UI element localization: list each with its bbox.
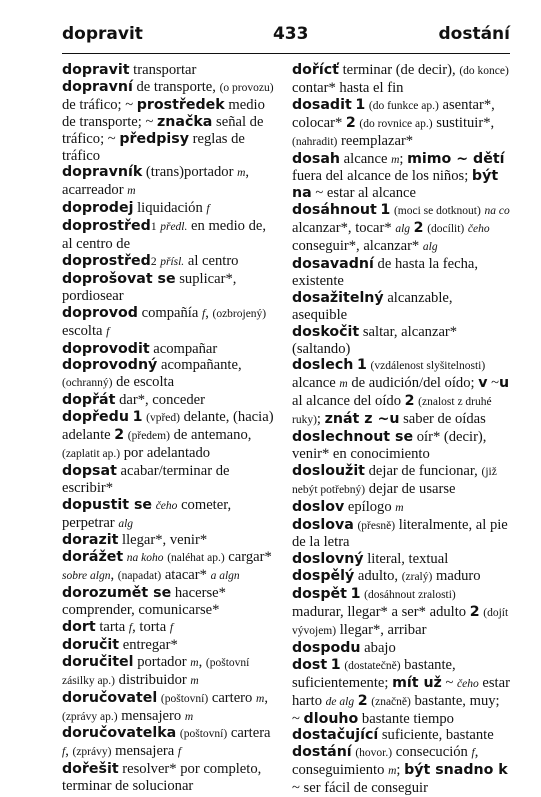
- entry-text: cartera: [227, 725, 271, 742]
- entry-text: transportar: [129, 62, 197, 78]
- dictionary-entry: [292, 517, 511, 552]
- dictionary-entry: [292, 463, 511, 499]
- dictionary-entry: [292, 744, 511, 797]
- entry-bold-phrase: značka: [157, 113, 213, 130]
- entry-text: , conseguimiento: [292, 744, 479, 779]
- entry-text: llegar*, arribar: [336, 622, 427, 638]
- entry-bold-phrase: prostředek: [136, 96, 225, 113]
- header-rule: [62, 53, 510, 54]
- entry-text: al alcance del oído: [292, 393, 405, 410]
- dictionary-entry: [62, 200, 277, 218]
- entry-gloss: (již nebýt potřebný): [292, 465, 497, 496]
- entry-text: delante, (hacia) adelante: [62, 409, 274, 444]
- entry-gloss: (ochranný): [62, 377, 113, 390]
- entry-text: de antemano,: [169, 427, 252, 444]
- entry-headword: doručit: [62, 636, 120, 653]
- entry-gloss: (moci se dotknout): [393, 205, 481, 218]
- entry-text: cometer, perpetrar: [62, 496, 232, 531]
- entry-headword: doručitel: [62, 653, 134, 670]
- entry-text: contar* hasta el fin: [292, 79, 404, 96]
- entry-bold-phrase: 2: [357, 692, 368, 709]
- entry-headword: dospět: [292, 586, 347, 603]
- entry-text: cartero: [208, 689, 256, 706]
- entry-gloss: (zaplatit ap.): [62, 447, 121, 460]
- entry-text: medio de transporte; ~: [62, 96, 265, 130]
- entry-text: consecución: [392, 744, 472, 761]
- entry-gloss: (ozbrojený): [212, 307, 267, 320]
- entry-gloss: (dojít vývojem): [292, 607, 509, 637]
- entry-text: de audición/del oído;: [347, 375, 479, 392]
- entry-gloss: (poštovní): [179, 728, 228, 741]
- entry-gloss: 1: [150, 221, 157, 234]
- dictionary-entry: [62, 549, 277, 585]
- dictionary-entry: [62, 761, 277, 795]
- dictionary-entry: [62, 305, 277, 341]
- left-column: [62, 62, 277, 795]
- entry-gloss: (docílit): [427, 223, 465, 236]
- entry-headword: dopsat: [62, 462, 117, 479]
- entry-headword: doprovodný: [62, 357, 158, 374]
- entry-text: ~: [487, 375, 500, 392]
- entry-gloss: (vzdálenost slyšitelnosti): [370, 360, 486, 373]
- page-header: [62, 24, 510, 54]
- dictionary-entry: [62, 164, 277, 200]
- entry-bold-phrase: 1: [357, 357, 367, 374]
- entry-grammar-note: sobre algn: [62, 570, 111, 583]
- entry-grammar-note: f: [128, 622, 133, 634]
- entry-grammar-note: alg: [422, 241, 438, 254]
- dictionary-entry: [292, 551, 511, 568]
- entry-text: alcanzar*, tocar*: [292, 220, 396, 237]
- entry-text: ,: [264, 689, 268, 706]
- entry-grammar-note: f: [106, 325, 110, 338]
- entry-gloss: (zprávy ap.): [62, 710, 118, 723]
- entry-grammar-note: čeho: [457, 677, 479, 690]
- dictionary-entry: [292, 357, 511, 429]
- entry-grammar-note: f: [62, 746, 66, 759]
- entry-grammar-note: čeho: [155, 499, 178, 512]
- entry-text: ~ ser fácil de conseguir: [292, 780, 428, 797]
- dictionary-entry: [62, 497, 277, 533]
- entry-text: de escolta: [112, 374, 175, 391]
- entry-headword: dosažitelný: [292, 289, 384, 306]
- entry-gloss: (napadat): [117, 570, 162, 583]
- entry-text: ~: [441, 674, 458, 691]
- dictionary-entry: [62, 463, 277, 497]
- entry-headword: doprovodit: [62, 340, 150, 357]
- entry-headword: dort: [62, 619, 96, 635]
- entry-text: ;: [399, 150, 408, 167]
- entry-headword: doručovatelka: [62, 725, 177, 742]
- entry-text: por adelantado: [120, 444, 211, 461]
- entry-text: acompañante,: [157, 357, 242, 374]
- entry-text: mensajera: [111, 743, 178, 760]
- entry-bold-phrase: 1: [355, 96, 366, 113]
- entry-headword: dořešit: [62, 761, 119, 778]
- entry-gloss: (zprávy): [72, 746, 112, 759]
- entry-headword: doprošovat se: [62, 270, 176, 287]
- entry-text: dar*, conceder: [115, 392, 205, 409]
- entry-grammar-note: f: [471, 747, 475, 760]
- entry-headword: dopravit: [62, 62, 130, 78]
- entry-text: bastante, muy; ~: [292, 692, 500, 727]
- entry-gloss: (znalost z druhé ruky): [292, 396, 492, 427]
- dictionary-entry: [292, 62, 511, 97]
- entry-gloss: (zralý): [401, 571, 433, 584]
- entry-text: ;: [396, 762, 405, 779]
- entry-grammar-note: přísl.: [160, 255, 185, 268]
- entry-text: portador: [133, 653, 191, 670]
- entry-text: suplicar*, pordiosear: [62, 270, 237, 304]
- entry-grammar-note: m: [184, 710, 194, 723]
- entry-text: ,: [110, 567, 118, 584]
- entry-grammar-note: de alg: [325, 695, 355, 708]
- entry-bold-phrase: znát z ~u: [324, 411, 400, 428]
- dictionary-entry: [292, 568, 511, 586]
- entry-bold-phrase: předpisy: [119, 130, 189, 147]
- entry-headword: dosloužit: [292, 462, 365, 479]
- entry-headword: dorozumět se: [62, 585, 172, 602]
- header-right-guide-word: dostání: [438, 24, 510, 44]
- entry-bold-phrase: dlouho: [303, 710, 359, 727]
- entry-text: distribuidor: [115, 671, 191, 688]
- dictionary-entry: [292, 256, 511, 290]
- entry-headword: doprostřed: [62, 218, 151, 235]
- dictionary-entry: [62, 79, 277, 165]
- entry-text: , acarreador: [62, 164, 250, 199]
- entry-grammar-note: na co: [484, 205, 510, 218]
- entry-grammar-note: předl.: [160, 221, 188, 234]
- entry-text: literal, textual: [363, 551, 449, 568]
- entry-headword: doprovod: [62, 304, 138, 321]
- entry-gloss: (do rovnice ap.): [359, 117, 433, 130]
- entry-grammar-note: f: [169, 622, 174, 634]
- entry-headword: dopravní: [62, 78, 133, 95]
- entry-headword: dopustit se: [62, 496, 153, 513]
- entry-headword: dořícť: [292, 62, 339, 78]
- entry-gloss: (naléhat ap.): [167, 552, 225, 565]
- entry-text: alcance: [340, 150, 392, 167]
- entry-headword: dopravník: [62, 164, 143, 181]
- entry-text: reemplazar*: [337, 132, 414, 149]
- entry-bold-phrase: v: [478, 375, 488, 392]
- entry-gloss: (do konce): [459, 65, 509, 77]
- entry-grammar-note: alg: [118, 517, 134, 530]
- entry-text: ~ estar al alcance: [311, 185, 416, 202]
- entry-headword: dorazit: [62, 532, 119, 549]
- entry-gloss: (vpřed): [146, 412, 180, 425]
- entry-text: tarta: [95, 619, 129, 635]
- entry-text: compañía: [137, 304, 202, 321]
- entry-grammar-note: f: [206, 203, 210, 216]
- entry-bold-phrase: u: [499, 375, 510, 392]
- entry-text: , torta: [132, 619, 170, 635]
- entry-headword: dosadit: [292, 96, 352, 113]
- entry-text: saltar, alcanzar* (saltando): [292, 323, 458, 357]
- entry-text: bastante tiempo: [358, 710, 454, 727]
- entry-text: alcance: [292, 375, 340, 392]
- entry-headword: doprodej: [62, 200, 134, 217]
- entry-grammar-note: f: [177, 746, 182, 759]
- entry-grammar-note: m: [339, 378, 348, 391]
- entry-gloss: (hovor.): [355, 747, 393, 760]
- entry-text: de tráfico; ~: [62, 96, 137, 113]
- entry-grammar-note: m: [388, 765, 397, 778]
- entry-text: literalmente, al pie de la letra: [292, 516, 508, 551]
- entry-text: maduro: [432, 568, 481, 585]
- entry-bold-phrase: mít už: [392, 674, 442, 691]
- entry-text: entregar*: [119, 636, 178, 653]
- entry-grammar-note: m: [256, 692, 265, 705]
- entry-text: hacerse* comprender, comunicarse*: [62, 585, 226, 619]
- entry-text: suficiente, bastante: [378, 727, 494, 744]
- entry-bold-phrase: mimo ~ dětí: [407, 150, 505, 167]
- entry-gloss: (nahradit): [292, 135, 338, 148]
- entry-text: conseguir*, alcanzar*: [292, 238, 423, 255]
- dictionary-entry: [292, 324, 511, 358]
- dictionary-entry: [292, 202, 511, 256]
- entry-text: dejar de usarse: [365, 480, 456, 497]
- dictionary-entry: [292, 499, 511, 517]
- dictionary-entry: [62, 253, 277, 271]
- entry-bold-phrase: být snadno k: [404, 762, 508, 779]
- entry-text: escolta: [62, 322, 107, 339]
- entry-text: liquidación: [133, 200, 207, 217]
- entry-text: asentar*, colocar*: [292, 96, 495, 131]
- entry-gloss: (přesně): [357, 519, 396, 532]
- entry-text: estar harto: [292, 674, 510, 709]
- dictionary-entry: [292, 97, 511, 151]
- dictionary-entry: [62, 341, 277, 358]
- dictionary-entry: [62, 619, 277, 637]
- entry-bold-phrase: 2: [404, 393, 415, 410]
- dictionary-entry: [62, 392, 277, 409]
- entry-text: resolver* por completo, terminar de solucionar: [62, 761, 262, 795]
- entry-grammar-note: a algn: [210, 570, 240, 583]
- entry-headword: dospělý: [292, 568, 355, 585]
- entry-text: en medio de, al centro de: [62, 218, 266, 253]
- entry-grammar-note: f: [201, 307, 206, 320]
- entry-grammar-note: m: [127, 185, 136, 198]
- dictionary-entry: [292, 586, 511, 640]
- entry-headword: dosavadní: [292, 255, 374, 272]
- dictionary-entry: [292, 640, 511, 657]
- entry-text: atacar*: [161, 567, 211, 584]
- dictionary-entry: [62, 637, 277, 654]
- dictionary-entry: [62, 690, 277, 726]
- entry-text: señal de tráfico; ~: [62, 113, 264, 147]
- dictionary-entry: [292, 429, 511, 463]
- dictionary-entry: [62, 218, 277, 253]
- dictionary-entry: [62, 654, 277, 690]
- entry-grammar-note: na koho: [126, 552, 164, 565]
- entry-text: abajo: [360, 639, 396, 656]
- entry-gloss: (dosáhnout zralosti): [364, 589, 456, 602]
- entry-bold-phrase: 1: [330, 656, 341, 673]
- entry-gloss: 2: [150, 255, 157, 268]
- entry-text: saber de oídas: [399, 411, 486, 428]
- entry-text: llegar*, venir*: [118, 532, 208, 549]
- entry-text: bastante, suficientemente;: [292, 656, 456, 691]
- entry-headword: dorážet: [62, 549, 124, 566]
- entry-text: ,: [198, 653, 206, 670]
- entry-text: dejar de funcionar,: [364, 462, 482, 479]
- entry-headword: doprostřed: [62, 252, 151, 269]
- dictionary-entry: [292, 151, 511, 203]
- entry-grammar-note: m: [395, 501, 404, 514]
- entry-gloss: (poštovní): [160, 692, 209, 705]
- entry-headword: dosah: [292, 150, 341, 167]
- entry-headword: dopředu: [62, 409, 129, 426]
- entry-headword: dostání: [292, 744, 352, 761]
- header-left-guide-word: dopravit: [62, 24, 143, 44]
- entry-text: oír* (decir), venir* en conocimiento: [292, 429, 487, 462]
- entry-bold-phrase: 2: [114, 427, 125, 444]
- entry-headword: dost: [292, 656, 328, 673]
- dictionary-entry: [62, 62, 277, 79]
- dictionary-entry: [62, 532, 277, 549]
- entry-gloss: (předem): [127, 430, 170, 443]
- entry-grammar-note: alg: [395, 223, 411, 236]
- entry-headword: doskočit: [292, 323, 360, 340]
- entry-gloss: (poštovní zásilky ap.): [62, 656, 250, 687]
- dictionary-entry: [292, 657, 511, 728]
- entry-text: ,: [205, 304, 213, 321]
- entry-gloss: (značně): [371, 695, 411, 708]
- entry-text: (trans)portador: [142, 164, 238, 181]
- entry-text: madurar, llegar* a ser* adulto: [292, 604, 470, 621]
- entry-text: cargar*: [224, 549, 272, 566]
- entry-grammar-note: m: [237, 167, 246, 180]
- dictionary-entry: [62, 725, 277, 761]
- entry-bold-phrase: být na: [292, 168, 499, 202]
- entry-headword: doslechnout se: [292, 429, 414, 446]
- entry-grammar-note: m: [391, 153, 400, 166]
- entry-bold-phrase: 2: [345, 114, 356, 131]
- entry-bold-phrase: 2: [469, 604, 480, 621]
- entry-text: terminar (de decir),: [338, 62, 460, 78]
- entry-text: reglas de tráfico: [62, 130, 245, 164]
- entry-bold-phrase: 1: [350, 586, 361, 603]
- entry-gloss: (do funkce ap.): [368, 99, 439, 112]
- entry-text: de hasta la fecha, existente: [292, 255, 478, 289]
- entry-text: al centro: [184, 252, 239, 269]
- entry-headword: doslova: [292, 516, 354, 533]
- entry-headword: doslov: [292, 498, 345, 515]
- dictionary-entry: [62, 585, 277, 619]
- entry-bold-phrase: 2: [413, 220, 424, 237]
- entry-grammar-note: m: [190, 656, 199, 669]
- entry-text: sustituir*,: [432, 114, 495, 131]
- dictionary-entry: [62, 271, 277, 305]
- page-number: 433: [272, 24, 309, 44]
- dictionary-entry: [62, 409, 277, 463]
- entry-gloss: (o provozu): [219, 81, 274, 94]
- entry-headword: doručovatel: [62, 689, 158, 706]
- dictionary-entry: [62, 357, 277, 392]
- entry-gloss: (dostatečně): [344, 659, 401, 672]
- entry-text: acabar/terminar de escribir*: [62, 462, 230, 496]
- entry-headword: dospodu: [292, 639, 361, 656]
- entry-text: ;: [316, 411, 325, 428]
- entry-bold-phrase: 1: [132, 409, 143, 426]
- right-column: [292, 62, 511, 797]
- entry-headword: doslovný: [292, 551, 364, 568]
- entry-grammar-note: čeho: [467, 223, 490, 236]
- dictionary-entry: [292, 727, 511, 744]
- entry-text: adulto,: [354, 568, 402, 585]
- entry-headword: dopřát: [62, 392, 116, 409]
- entry-text: epílogo: [344, 498, 396, 515]
- entry-text: mensajero: [117, 707, 185, 724]
- entry-text: ,: [65, 743, 73, 760]
- entry-headword: dosáhnout: [292, 202, 377, 219]
- entry-text: de transporte,: [132, 78, 220, 95]
- dictionary-entry: [292, 290, 511, 324]
- entry-headword: dostačující: [292, 727, 379, 744]
- entry-grammar-note: m: [190, 674, 199, 687]
- entry-text: acompañar: [149, 340, 218, 357]
- entry-bold-phrase: 1: [380, 202, 391, 219]
- entry-text: fuera del alcance de los niños;: [292, 168, 472, 185]
- entry-text: alcanzable, asequible: [292, 289, 453, 323]
- entry-headword: doslech: [292, 357, 354, 374]
